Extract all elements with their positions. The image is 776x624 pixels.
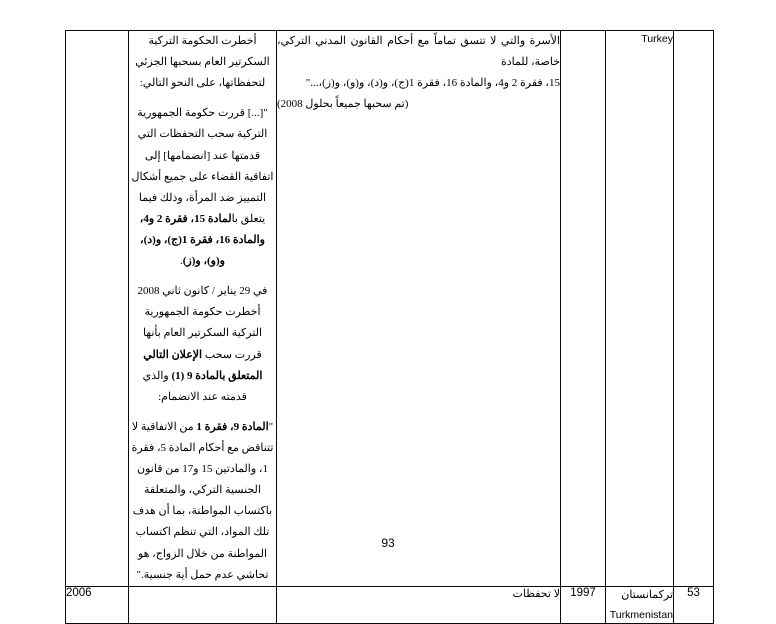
reservations-text: لا تحفظات — [512, 587, 560, 600]
withdrawal-cell — [129, 31, 277, 587]
reservations-line-2: 15، فقرة 2 و4، والمادة 16، فقرة 1(ج)، و(د)، و(و)، و(ز)،..." — [305, 77, 560, 90]
row-number-cell — [674, 586, 714, 623]
table-row — [66, 31, 714, 587]
withdrawal-year: 2006 — [66, 586, 92, 599]
withdrawal-paragraph-2: "[...] قررت حكومة الجمهورية التركية سحب التحفظات التي قدمتها عند [انضمامها] إلى اتفاقية القضاء على جميع أشكال التمييز ضد المرأة، وذلك فيما يتعلق بالمادة 15، فقرة 2 و4، والمادة 16، فقرة 1(ج)، و(د)، و(و)، و(ز). — [131, 107, 274, 268]
reservations-cell — [277, 31, 561, 587]
table-row — [66, 586, 714, 623]
withdrawal-year-cell — [66, 31, 129, 587]
ratification-year-cell — [561, 586, 606, 623]
withdrawal-cell — [129, 586, 277, 623]
country-name-en: Turkmenistan — [609, 608, 673, 621]
reservations-cell — [277, 586, 561, 623]
withdrawal-paragraph-1: أخطرت الحكومة التركية السكرتير العام بسحبها الجزئي لتحفظاتها، على النحو التالي: — [135, 35, 270, 90]
reservations-table — [65, 30, 714, 624]
withdrawal-text — [129, 31, 276, 586]
withdrawal-paragraph-3: في 29 يناير / كانون ثاني 2008 أخطرت حكومة الجمهورية التركية السكرتير العام بأنها قررت سحب الإعلان التالي المتعلق بالمادة 9 (1) والذي قدمته عند الانضمام: — [137, 285, 268, 403]
page-number: 93 — [381, 536, 395, 550]
reservations-note: (تم سحبها جميعاً بحلول 2008) — [277, 98, 409, 111]
ratification-year: 1997 — [570, 586, 596, 599]
ratification-year-cell — [561, 31, 606, 587]
reservations-text — [277, 31, 560, 115]
reservations-line-1: الأسرة والتي لا تتسق تماماً مع أحكام القانون المدني التركي، خاصة، للمادة — [277, 35, 560, 69]
row-number: 53 — [687, 586, 700, 599]
withdrawal-paragraph-4: "المادة 9، فقرة 1 من الاتفاقية لا تتناقض مع أحكام المادة 5، فقرة 1، والمادتين 15 و17 من قانون الجنسية التركي، والمتعلقة باكتساب المواطنة، بما أن هدف تلك المواد، التي تنظم اكتساب المواطنة من خلال الزواج، هو تحاشي عدم حمل أية جنسية." — [131, 420, 274, 581]
country-name-en: Turkey — [641, 33, 673, 45]
country-name-ar: تركمانستان — [621, 588, 673, 601]
withdrawal-year-cell — [66, 586, 129, 623]
row-number-cell — [674, 31, 714, 587]
country-cell — [606, 586, 674, 623]
country-cell — [606, 31, 674, 587]
